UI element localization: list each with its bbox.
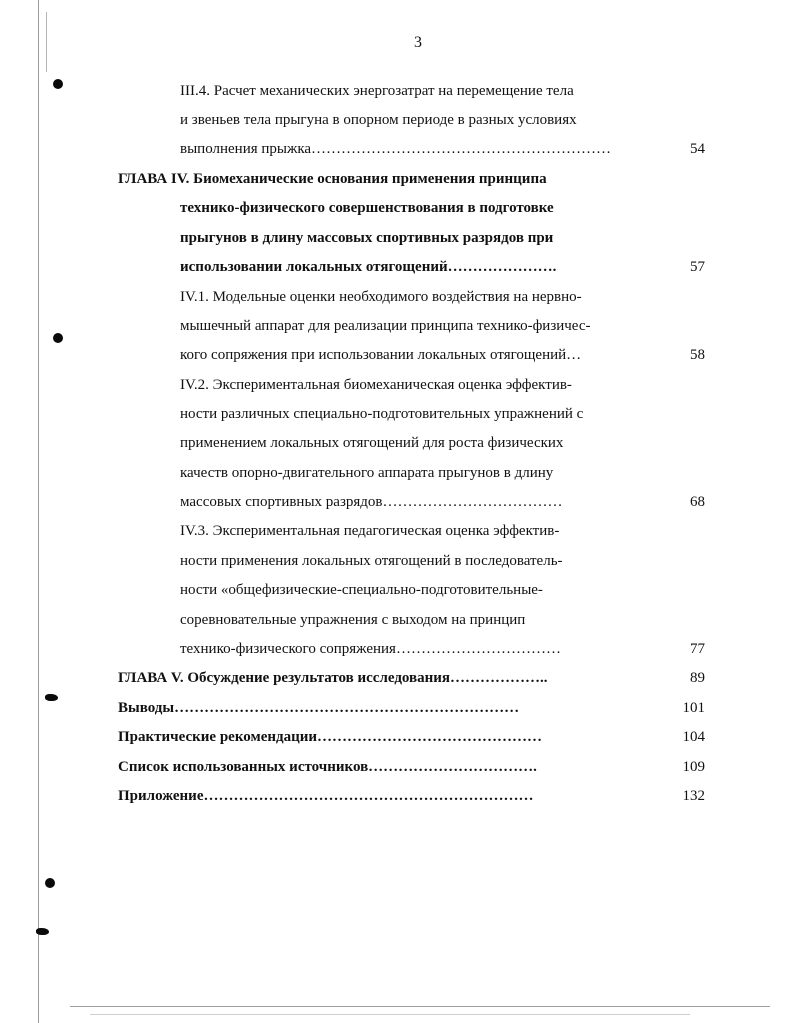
toc-page-number: 89 [690,670,705,686]
toc-page-number: 68 [690,494,705,510]
toc-entry-line: технико-физического сопряжения…………………………… [180,641,561,657]
toc-entry-line: использовании локальных отягощений…………………. [180,259,557,275]
scan-margin-line [38,0,39,1023]
punch-hole-mark [36,928,49,935]
toc-page-number: 101 [682,700,705,716]
punch-hole-mark [53,333,63,343]
toc-entry-line: мышечный аппарат для реализации принципа технико-физичес- [180,318,591,334]
toc-entry-line: Список использованных источников……………………………. [118,759,537,775]
toc-page-number: 132 [682,788,705,804]
toc-page-number: 57 [690,259,705,275]
toc-entry-line: IV.3. Экспериментальная педагогическая оценка эффектив- [180,523,560,539]
toc-entry-line: кого сопряжения при использовании локальных отягощений… [180,347,582,363]
toc-page-number: 54 [690,141,705,157]
toc-entry-line: Практические рекомендации……………………………………… [118,729,543,745]
punch-hole-mark [45,694,58,701]
punch-hole-mark [45,878,55,888]
toc-entry-line: технико-физического совершенствования в подготовке [180,200,554,216]
toc-entry-line: и звеньев тела прыгуна в опорном периоде в разных условиях [180,112,577,128]
toc-entry-line: III.4. Расчет механических энергозатрат на перемещение тела [180,83,574,99]
toc-entry-line: ности «общефизические-специально-подготовительные- [180,582,543,598]
toc-entry-line: ности различных специально-подготовительных упражнений с [180,406,584,422]
toc-entry-line: выполнения прыжка…………………………………………………… [180,141,612,157]
toc-page-number: 104 [682,729,705,745]
toc-entry-line: IV.1. Модельные оценки необходимого воздействия на нервно- [180,289,582,305]
scan-margin-line-short [46,12,47,72]
toc-page-number: 109 [682,759,705,775]
toc-entry-line: соревновательные упражнения с выходом на принцип [180,612,526,628]
toc-entry-line: IV.2. Экспериментальная биомеханическая оценка эффектив- [180,377,572,393]
punch-hole-mark [53,79,63,89]
toc-entry-line: прыгунов в длину массовых спортивных разрядов при [180,230,554,246]
toc-entry-line: Приложение………………………………………………………… [118,788,534,804]
toc-entry-line: качеств опорно-двигательного аппарата прыгунов в длину [180,465,554,481]
toc-entry-line: ности применения локальных отягощений в последователь- [180,553,563,569]
scan-bottom-edge [70,1006,770,1007]
toc-entry-line: Выводы…………………………………………………………… [118,700,520,716]
toc-entry-line: массовых спортивных разрядов……………………………… [180,494,563,510]
toc-entry-line: применением локальных отягощений для роста физических [180,435,564,451]
toc-page-number: 77 [690,641,705,657]
scan-bottom-edge-faint [90,1014,690,1015]
toc-entry-line: ГЛАВА IV. Биомеханические основания применения принципа [118,171,547,187]
page-number: 3 [414,34,422,51]
toc-page-number: 58 [690,347,705,363]
toc-entry-line: ГЛАВА V. Обсуждение результатов исследования……………….. [118,670,548,686]
